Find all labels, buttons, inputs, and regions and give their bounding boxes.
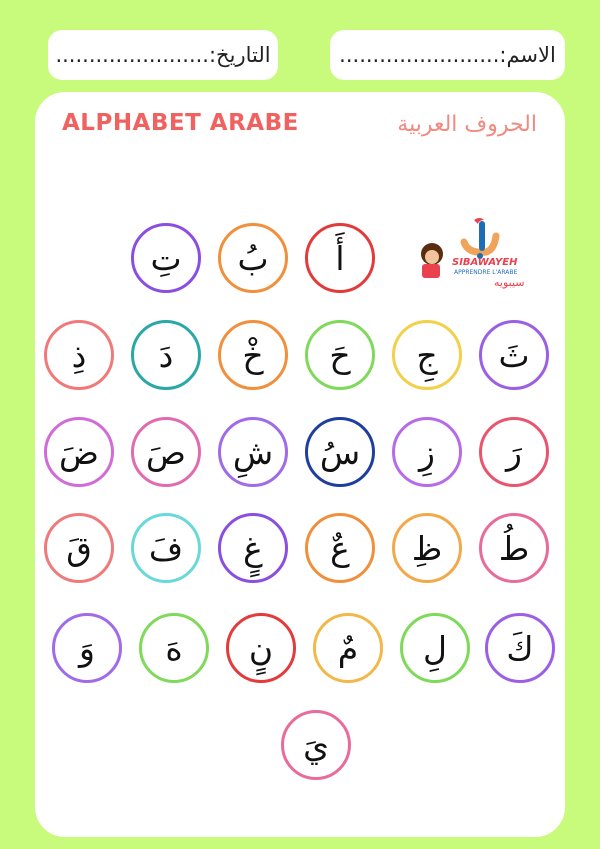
letter-glyph: ضَ [59, 432, 99, 472]
letter-glyph: نٍ [248, 628, 274, 668]
letter-glyph: جِ [416, 335, 438, 375]
letter-glyph: كَ [506, 628, 534, 668]
date-label: التاريخ:....................... [55, 43, 271, 67]
letter-glyph: سُ [319, 432, 361, 472]
letter-circle [305, 223, 375, 293]
letter-circle [218, 320, 288, 390]
letter-glyph: بُ [237, 238, 269, 278]
letter-glyph: أَ [335, 238, 345, 278]
letter-glyph: لِ [423, 628, 447, 668]
letter-glyph: طُ [498, 528, 530, 568]
name-label: الاسم:........................ [339, 43, 556, 67]
logo-arabic: سيبويه [494, 276, 525, 289]
letter-glyph: شِ [232, 432, 274, 472]
letter-circle [281, 710, 351, 780]
title-french: ALPHABET ARABE [62, 110, 299, 136]
letter-circle [313, 613, 383, 683]
logo-name: SIBAWAYEH [452, 257, 518, 268]
letter-circle [400, 613, 470, 683]
logo-subtitle: APPRENDRE L'ARABE [454, 269, 518, 276]
name-field[interactable] [330, 30, 565, 80]
letter-circle [392, 320, 462, 390]
letter-glyph: فَ [148, 528, 184, 568]
letter-circle [479, 513, 549, 583]
letter-glyph: يَ [303, 725, 329, 765]
letter-circle [131, 320, 201, 390]
letter-circle [131, 223, 201, 293]
letter-glyph: زِ [419, 432, 435, 472]
letter-glyph: ثَ [498, 335, 530, 375]
letter-glyph: دَ [158, 335, 174, 375]
letter-circle [479, 320, 549, 390]
letter-circle [479, 417, 549, 487]
letter-circle [131, 513, 201, 583]
letter-glyph: رَ [506, 432, 522, 472]
letter-circle [392, 513, 462, 583]
letter-circle [392, 417, 462, 487]
letter-circle [44, 320, 114, 390]
letter-glyph: حَ [329, 335, 351, 375]
letter-circle [305, 320, 375, 390]
logo [416, 212, 541, 300]
letter-circle [218, 513, 288, 583]
letter-glyph: غٍ [243, 528, 263, 568]
letter-glyph: هَ [165, 628, 183, 668]
letter-circle [218, 223, 288, 293]
letter-circle [44, 417, 114, 487]
letter-glyph: صَ [146, 432, 186, 472]
date-field[interactable] [48, 30, 278, 80]
letter-circle [226, 613, 296, 683]
letter-glyph: مٌ [337, 628, 359, 668]
letter-circle [52, 613, 122, 683]
letter-glyph: وَ [79, 628, 95, 668]
letter-glyph: خْ [242, 335, 264, 375]
title-arabic: الحروف العربية [397, 112, 537, 137]
letter-circle [305, 513, 375, 583]
letter-glyph: تِ [150, 238, 182, 278]
letter-glyph: ذِ [71, 335, 87, 375]
letter-circle [139, 613, 209, 683]
letter-circle [44, 513, 114, 583]
letter-glyph: ظِ [411, 528, 443, 568]
letter-circle [218, 417, 288, 487]
letter-circle [485, 613, 555, 683]
letter-circle [131, 417, 201, 487]
letter-circle [305, 417, 375, 487]
letter-glyph: قَ [66, 528, 92, 568]
letter-glyph: عٌ [330, 528, 350, 568]
